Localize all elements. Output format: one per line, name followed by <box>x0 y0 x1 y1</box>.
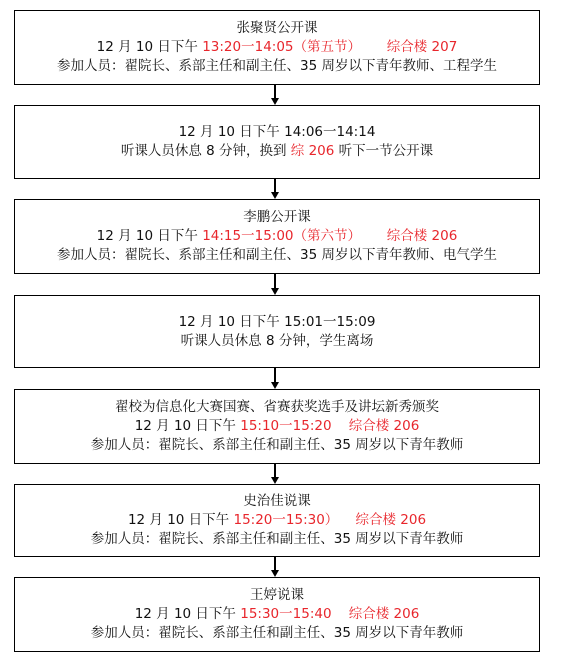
text-segment <box>332 418 349 434</box>
down-arrow <box>271 368 279 389</box>
text-segment: 12 月 10 日下午 <box>96 228 203 244</box>
highlight-text: 14:15一15:00（第六节） <box>202 228 362 244</box>
text-segment: 参加人员：翟院长、系部主任和副主任、35 周岁以下青年教师 <box>90 437 464 453</box>
step-box <box>14 295 540 368</box>
text-segment: 12 月 10 日下午 14:06一14:14 <box>178 124 376 140</box>
down-arrow <box>271 274 279 295</box>
text-segment: 12 月 10 日下午 <box>96 39 203 55</box>
text-segment: 听下一节公开课 <box>334 143 434 159</box>
text-segment <box>361 39 387 55</box>
step-title <box>250 586 304 605</box>
step-title <box>115 398 439 417</box>
step-box <box>14 577 540 652</box>
step-line <box>91 436 463 455</box>
down-arrow <box>271 464 279 484</box>
highlight-text: 综合楼 206 <box>386 228 458 244</box>
down-arrow <box>271 179 279 199</box>
step-line <box>97 38 458 57</box>
text-segment: 李鹏公开课 <box>243 209 311 225</box>
text-segment: 张聚贤公开课 <box>236 20 318 36</box>
step-box <box>14 105 540 179</box>
text-segment: 12 月 10 日下午 15:01一15:09 <box>178 313 376 330</box>
highlight-text: 综合楼 206 <box>355 512 427 528</box>
text-segment: 参加人员：翟院长、系部主任和副主任、35 周岁以下青年教师 <box>90 531 464 547</box>
step-line <box>57 246 497 265</box>
step-line <box>128 511 426 530</box>
highlight-text: 综合楼 207 <box>386 39 458 55</box>
down-arrow <box>271 557 279 577</box>
step-line <box>91 530 463 549</box>
highlight-text: 15:30一15:40 <box>240 606 332 622</box>
step-box <box>14 199 540 274</box>
step-line <box>135 605 420 624</box>
text-segment <box>338 512 355 528</box>
step-box <box>14 389 540 464</box>
highlight-text: 15:20一15:30） <box>233 512 339 528</box>
highlight-text: 15:10一15:20 <box>240 418 332 434</box>
step-title <box>243 492 311 511</box>
step-title <box>179 313 376 332</box>
step-line <box>97 227 458 246</box>
step-title <box>179 123 376 142</box>
text-segment <box>361 228 387 244</box>
step-box <box>14 10 540 85</box>
step-line <box>91 624 463 643</box>
text-segment: 12 月 10 日下午 <box>134 418 241 434</box>
text-segment: 史治佳说课 <box>243 493 311 509</box>
text-segment: 翟校为信息化大赛国赛、省赛获奖选手及讲坛新秀颁奖 <box>115 399 439 415</box>
text-segment: 12 月 10 日下午 <box>134 606 241 622</box>
step-box <box>14 484 540 557</box>
step-line <box>121 142 433 161</box>
text-segment: 听课人员休息 8 分钟，学生离场 <box>180 332 374 349</box>
step-title <box>243 208 311 227</box>
text-segment: 参加人员：翟院长、系部主任和副主任、35 周岁以下青年教师、工程学生 <box>57 58 497 74</box>
step-line <box>57 57 497 76</box>
text-segment: 参加人员：翟院长、系部主任和副主任、35 周岁以下青年教师 <box>90 625 464 641</box>
text-segment: 12 月 10 日下午 <box>127 512 234 528</box>
text-segment <box>332 606 349 622</box>
step-line <box>181 332 374 351</box>
down-arrow <box>271 85 279 105</box>
step-title <box>237 19 318 38</box>
text-segment: 王婷说课 <box>250 587 304 603</box>
highlight-text: 综合楼 206 <box>348 418 420 434</box>
highlight-text: 综合楼 206 <box>348 606 420 622</box>
highlight-text: 综 206 <box>290 143 335 159</box>
highlight-text: 13:20一14:05（第五节） <box>202 39 362 55</box>
text-segment: 参加人员：翟院长、系部主任和副主任、35 周岁以下青年教师、电气学生 <box>57 247 497 263</box>
text-segment: 听课人员休息 8 分钟，换到 <box>120 143 291 159</box>
step-line <box>135 417 420 436</box>
